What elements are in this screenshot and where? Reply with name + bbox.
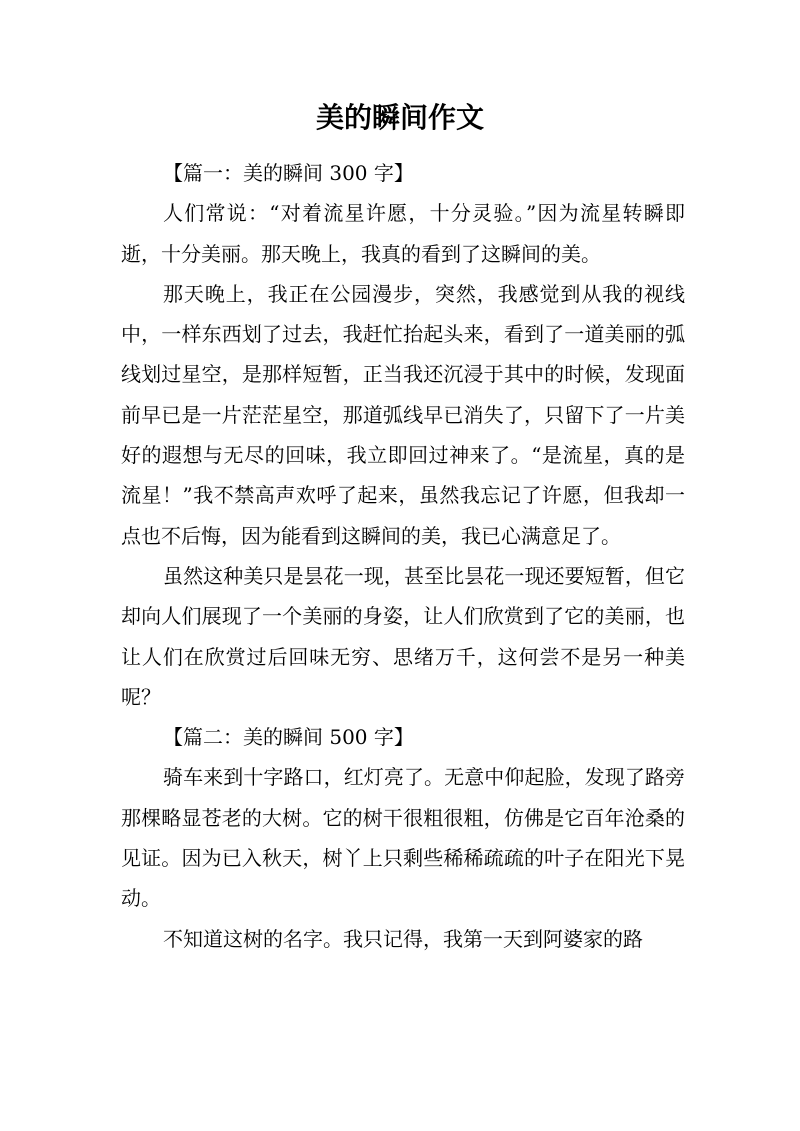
paragraph: 虽然这种美只是昙花一现，甚至比昙花一现还要短暂，但它却向人们展现了一个美丽的身姿，让人们欣赏到了它的美丽，也让人们在欣赏过后回味无穷、思绪万千，这何尝不是另一种美呢？ [121,563,685,709]
paragraph: 人们常说：“对着流星许愿，十分灵验。”因为流星转瞬即逝，十分美丽。那天晚上，我真的看到了这瞬间的美。 [121,201,685,266]
section-heading-2: 【篇二：美的瞬间 500 字】 [163,725,414,750]
paragraph: 骑车来到十字路口，红灯亮了。无意中仰起脸，发现了路旁那棵略显苍老的大树。它的树干很粗很粗，仿佛是它百年沧桑的见证。因为已入秋天，树丫上只剩些稀稀疏疏的叶子在阳光下晃动。 [121,765,685,911]
section-heading-1: 【篇一：美的瞬间 300 字】 [163,161,414,185]
document-title: 美的瞬间作文 [315,101,484,134]
paragraph: 那天晚上，我正在公园漫步，突然，我感觉到从我的视线中，一样东西划了过去，我赶忙抬起头来，看到了一道美丽的弧线划过星空，是那样短暂，正当我还沉浸于其中的时候，发现面前早已是一片茫茫星空，那道弧线早已消失了，只留下了一片美好的遐想与无尽的回味，我立即回过神来了。“是流星，真的是流星！”我不禁高声欢呼了起来，虽然我忘记了许愿，但我却一点也不后悔，因为能看到这瞬间的美，我已心满意足了。 [121,281,685,548]
document-body [121,153,685,959]
paragraph: 不知道这树的名字。我只记得，我第一天到阿婆家的路 [163,926,643,951]
